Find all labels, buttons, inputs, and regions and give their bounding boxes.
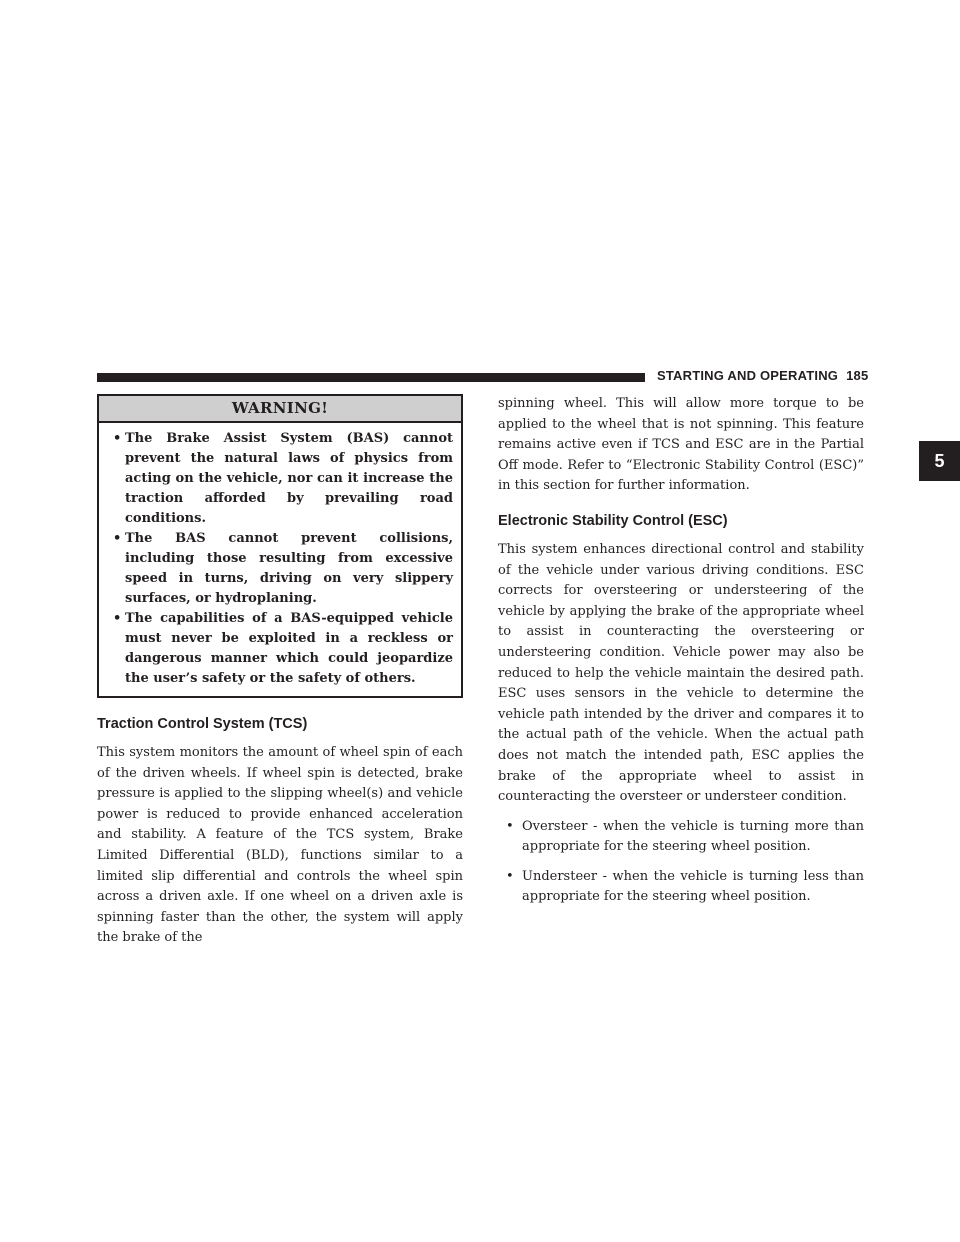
header-rule xyxy=(97,373,645,382)
running-header xyxy=(657,368,868,383)
page-number: 185 xyxy=(846,368,869,383)
tcs-heading: Traction Control System (TCS) xyxy=(97,716,308,732)
warning-title: WARNING! xyxy=(99,396,461,423)
warning-item: • The capabilities of a BAS-equipped vehicle must never be exploited in a reckless or dangerous manner which could jeopardize the user’s safety or the safety of others. xyxy=(113,609,453,689)
esc-paragraph: This system enhances directional control and stability of the vehicle under various driving conditions. ESC corrects for oversteering or understeering of the vehicle by applying the brake of the appropriate wheel to assist in counteracting the oversteering or understeering condition. Vehicle power may also be reduced to help the vehicle maintain the desired path. ESC uses sensors in the vehicle to determine the vehicle path intended by the driver and compares it to the actual path of the vehicle. When the actual path does not match the intended path, ESC applies the brake of the appropriate wheel to assist in counteracting the oversteer or understeer condition. xyxy=(498,541,864,805)
section-title: STARTING AND OPERATING xyxy=(657,368,839,383)
left-column xyxy=(97,394,463,949)
right-column xyxy=(498,394,864,908)
tcs-paragraph: This system monitors the amount of wheel spin of each of the driven wheels. If wheel spin is detected, brake pressure is applied to the slipping wheel(s) and vehicle power is reduced to provide enhanced acceleration and stability. A feature of the TCS system, Brake Limited Differential (BLD), functions similar to a limited slip differential and controls the wheel spin across a driven axle. If one wheel on a driven axle is spinning faster than the other, the system will apply the brake of the xyxy=(97,745,463,946)
warning-box xyxy=(97,394,463,698)
chapter-tab: 5 xyxy=(919,441,960,481)
esc-heading: Electronic Stability Control (ESC) xyxy=(498,512,728,529)
list-item: • Oversteer - when the vehicle is turning more than appropriate for the steering wheel position. xyxy=(498,817,864,858)
esc-bullet-list xyxy=(498,817,864,908)
list-item: • Understeer - when the vehicle is turning less than appropriate for the steering wheel position. xyxy=(498,867,864,908)
tcs-paragraph-continued: spinning wheel. This will allow more torque to be applied to the wheel that is not spinning. This feature remains active even if TCS and ESC are in the Partial Off mode. Refer to “Electronic Stability Control (ESC)” in this section for further information. xyxy=(498,396,864,494)
warning-list xyxy=(99,423,461,696)
warning-item: • The Brake Assist System (BAS) cannot prevent the natural laws of physics from acting on the vehicle, nor can it increase the traction afforded by prevailing road conditions. xyxy=(113,429,453,529)
warning-item: • The BAS cannot prevent collisions, including those resulting from excessive speed in turns, driving on very slippery surfaces, or hydroplaning. xyxy=(113,529,453,609)
